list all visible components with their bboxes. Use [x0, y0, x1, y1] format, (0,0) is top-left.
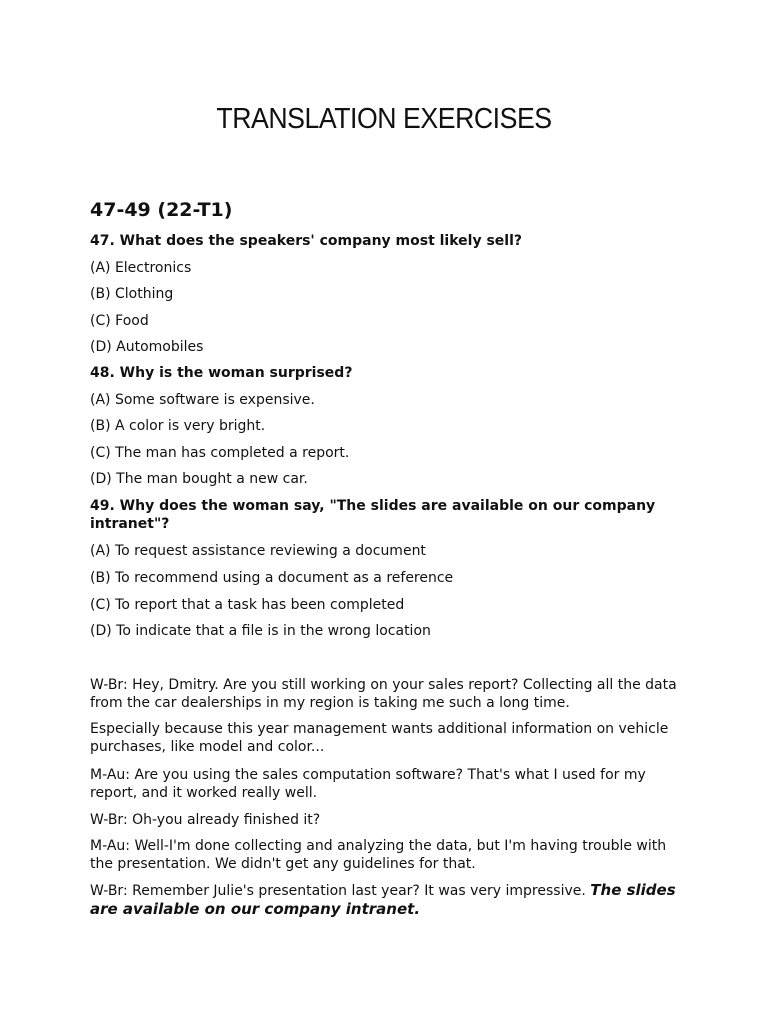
option-48c: (C) The man has completed a report.: [90, 445, 350, 461]
question-49-line-1: 49. Why does the woman say, "The slides are available on our company: [90, 498, 656, 514]
transcript-emphasis: The slides are available on our company intranet.: [90, 881, 676, 918]
option-48d: (D) The man bought a new car.: [90, 471, 308, 487]
document-title: TRANSLATION EXERCISES: [216, 103, 552, 135]
transcript-line-6-text: W-Br: Remember Julie's presentation last year? It was very impressive.: [90, 883, 591, 899]
transcript-line-6: [90, 881, 690, 919]
question-49-line-2: intranet"?: [90, 516, 170, 532]
option-47a: (A) Electronics: [90, 260, 192, 276]
option-49d: (D) To indicate that a file is in the wrong location: [90, 623, 431, 639]
transcript-line-2: Especially because this year management wants additional information on vehicle purchases, like model and color...: [90, 721, 669, 755]
option-49b: (B) To recommend using a document as a reference: [90, 570, 454, 586]
transcript-line-4: W-Br: Oh-you already finished it?: [90, 812, 321, 828]
option-47c: (C) Food: [90, 313, 149, 329]
section-heading: 47-49 (22-T1): [90, 199, 233, 221]
question-48: 48. Why is the woman surprised?: [90, 365, 353, 381]
transcript-line-3: M-Au: Are you using the sales computation software? That's what I used for my report, and it worked really well.: [90, 767, 646, 801]
option-49a: (A) To request assistance reviewing a document: [90, 543, 426, 559]
option-47d: (D) Automobiles: [90, 339, 204, 355]
transcript-line-1: W-Br: Hey, Dmitry. Are you still working on your sales report? Collecting all the data from the car dealerships in my region is taking me such a long time.: [90, 677, 677, 711]
option-47b: (B) Clothing: [90, 286, 174, 302]
option-48a: (A) Some software is expensive.: [90, 392, 315, 408]
option-49c: (C) To report that a task has been completed: [90, 597, 405, 613]
transcript-line-5: M-Au: Well-I'm done collecting and analyzing the data, but I'm having trouble with the presentation. We didn't get any guidelines for that.: [90, 838, 667, 872]
option-48b: (B) A color is very bright.: [90, 418, 266, 434]
question-47: 47. What does the speakers' company most likely sell?: [90, 233, 523, 249]
